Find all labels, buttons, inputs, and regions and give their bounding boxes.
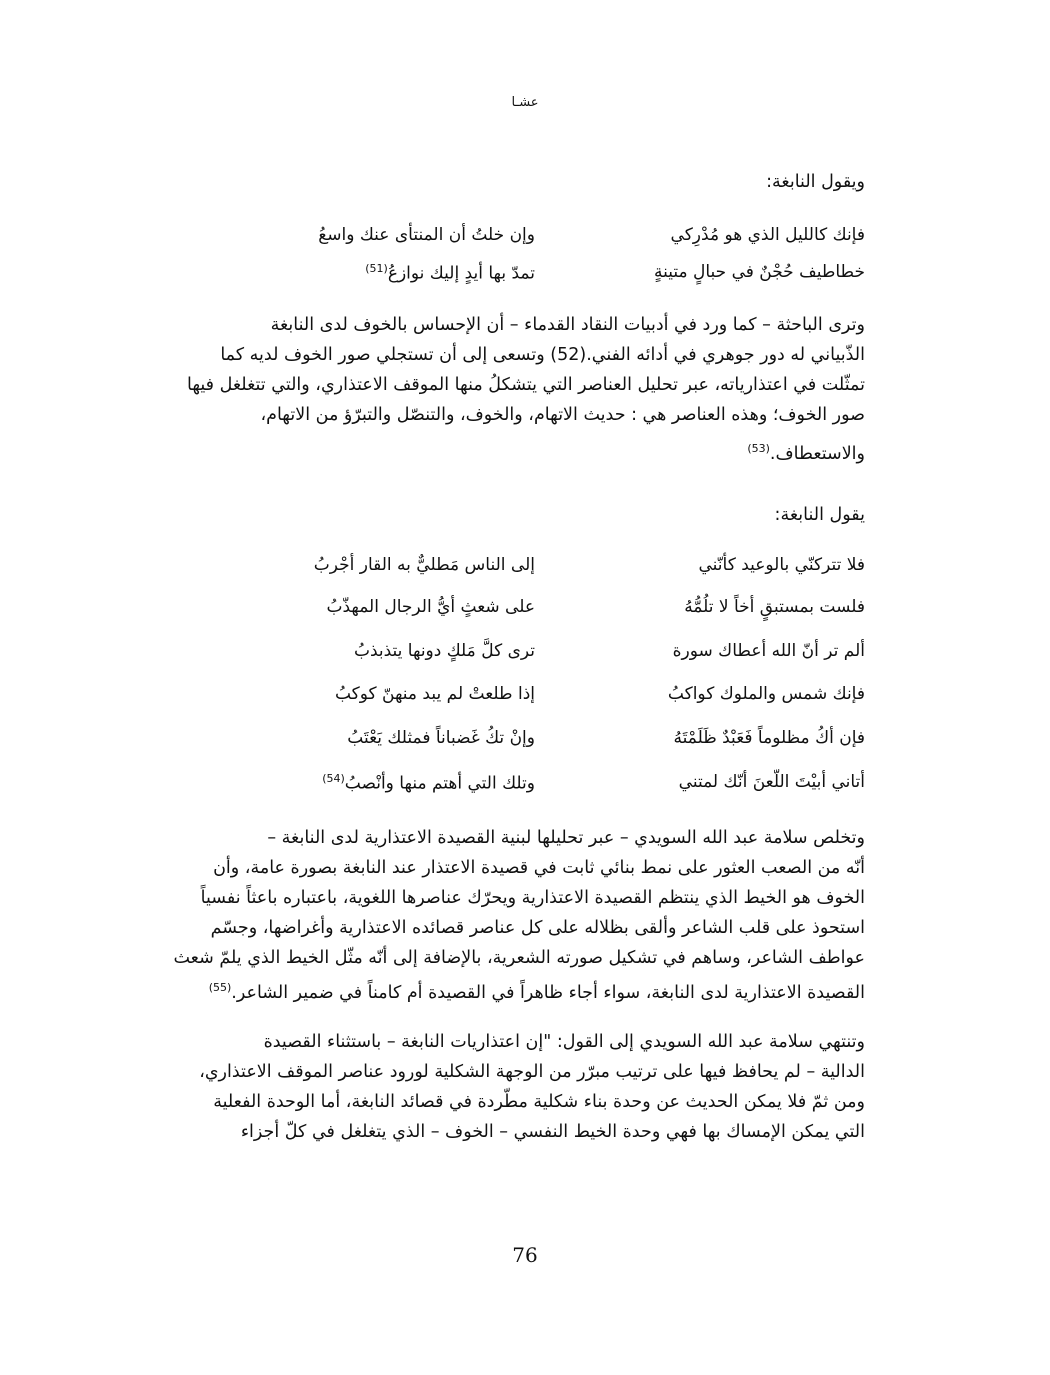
verse-6-left: إذا طلعتْ لم يبد منهنّ كوكبُ: [334, 684, 535, 704]
footnote-ref-51: (51): [365, 262, 388, 275]
footnote-ref-55: (55): [208, 981, 232, 994]
verse-4-left: على شعثٍ أيُّ الرجال المهذّبُ: [326, 597, 535, 617]
verse-7-left: وإنْ تكُ غَضباناً فمثلك يَعْتَبُ: [347, 728, 535, 748]
paragraph-3-line-2: الدالية – لم يحافظ فيها على ترتيب مبرّر من الوجهة الشكلية لورود عناصر الموقف الاعتذاري،: [199, 1062, 865, 1082]
paragraph-2-line-5: عواطف الشاعر، وساهم في تشكيل صورته الشعرية، بالإضافة إلى أنّه مثّل الخيط الذي يلمّ شعث: [173, 948, 865, 968]
verse-8-left-text: وتلك التي أهتم منها وأنْصبُ: [344, 773, 535, 794]
verse-1-right: فإنك كالليل الذي هو مُدْرِكي: [670, 225, 865, 245]
footnote-ref-54: (54): [322, 772, 345, 785]
verse-3-left: إلى الناس مَطليٌّ به القار أجْربُ: [313, 555, 535, 575]
paragraph-2-line-6: [155, 973, 865, 1008]
paragraph-3-line-4: التي يمكن الإمساك بها فهي وحدة الخيط النفسي – الخوف – الذي يتغلغل في كلّ أجزاء: [240, 1122, 865, 1142]
verse-2-left: [365, 262, 535, 284]
verse-8-right: أتاني أبيْتَ اللّعنَ أنّك لمتني: [678, 772, 865, 792]
verse-2-right: خطاطيف حُجْنٌ في حبالٍ متينةٍ: [653, 262, 865, 282]
page-number: 76: [512, 1243, 538, 1267]
section1-intro: ويقول النابغة:: [766, 172, 865, 192]
verse-8-left: [322, 772, 535, 794]
paragraph-3-line-3: ومن ثمّ فلا يمكن الحديث عن وحدة بناء شكلية مطّردة في قصائد النابغة، أما الوحدة الفعلية: [213, 1092, 865, 1112]
paragraph-1-line-2: الذّبياني له دور جوهري في أدائه الفني.(52) وتسعى إلى أن تستجلي صور الخوف لديه كما: [220, 345, 865, 365]
paragraph-1-line-1: وترى الباحثة – كما ورد في أدبيات النقاد القدماء – أن الإحساس بالخوف لدى النابغة: [270, 315, 865, 335]
paragraph-1-line-5: [155, 434, 865, 469]
verse-7-right: فإن أكُ مظلوماً فَعَبْدٌ ظَلَمْتَهُ: [673, 728, 865, 748]
paragraph-3: [155, 1027, 865, 1147]
paragraph-2: [155, 823, 865, 1008]
paragraph-2-line-6-text: القصيدة الاعتذارية لدى النابغة، سواء أجاء ظاهراً في القصيدة أم كامناً في ضمير الشاعر.: [231, 982, 865, 1003]
verse-3-right: فلا تتركنّي بالوعيد كأنّني: [698, 555, 865, 575]
verse-5-right: ألم تر أنّ الله أعطاك سورة: [672, 641, 865, 661]
verse-1-left: وإن خلتُ أن المنتأى عنك واسعُ: [318, 225, 535, 245]
section2-intro: يقول النابغة:: [774, 505, 865, 525]
running-header: عشـا: [511, 95, 539, 110]
paragraph-2-line-2: أنّه من الصعب العثور على نمط بنائي ثابت في قصيدة الاعتذار عند النابغة بصورة عامة، وأن: [213, 858, 865, 878]
verse-5-left: ترى كلَّ مَلكٍ دونها يتذبذبُ: [353, 641, 535, 661]
paragraph-3-line-1: وتنتهي سلامة عبد الله السويدي إلى القول: "إن اعتذاريات النابغة – باستثناء القصيدة: [263, 1032, 865, 1052]
footnote-ref-53: (53): [747, 442, 770, 455]
paragraph-2-line-4: استحوذ على قلب الشاعر وألقى بظلاله على كل عناصر قصائده الاعتذارية وأغراضها، وجسّم: [210, 918, 865, 938]
paragraph-2-line-3: الخوف هو الخيط الذي ينتظم القصيدة الاعتذارية ويحرّك عناصرها اللغوية، باعتباره باعثاً نفسياً: [200, 888, 865, 908]
paragraph-1-line-5-text: والاستعطاف.: [769, 443, 865, 464]
verse-2-left-text: تمدّ بها أيدٍ إليك نوازعُ: [387, 263, 535, 284]
paragraph-1-line-3: تمثّلت في اعتذارياته، عبر تحليل العناصر التي يتشكلُ منها الموقف الاعتذاري، والتي تتغلغل فيها: [186, 375, 865, 395]
verse-4-right: فلست بمستبقٍ أخاً لا تلُمُّهُ: [684, 597, 865, 617]
paragraph-1-line-4: صور الخوف؛ وهذه العناصر هي : حديث الاتهام، والخوف، والتنصّل والتبرّؤ من الاتهام،: [260, 405, 865, 425]
paragraph-1: [155, 310, 865, 469]
verse-6-right: فإنك شمس والملوك كواكبُ: [667, 684, 865, 704]
paragraph-2-line-1: وتخلص سلامة عبد الله السويدي – عبر تحليلها لبنية القصيدة الاعتذارية لدى النابغة –: [267, 828, 865, 848]
